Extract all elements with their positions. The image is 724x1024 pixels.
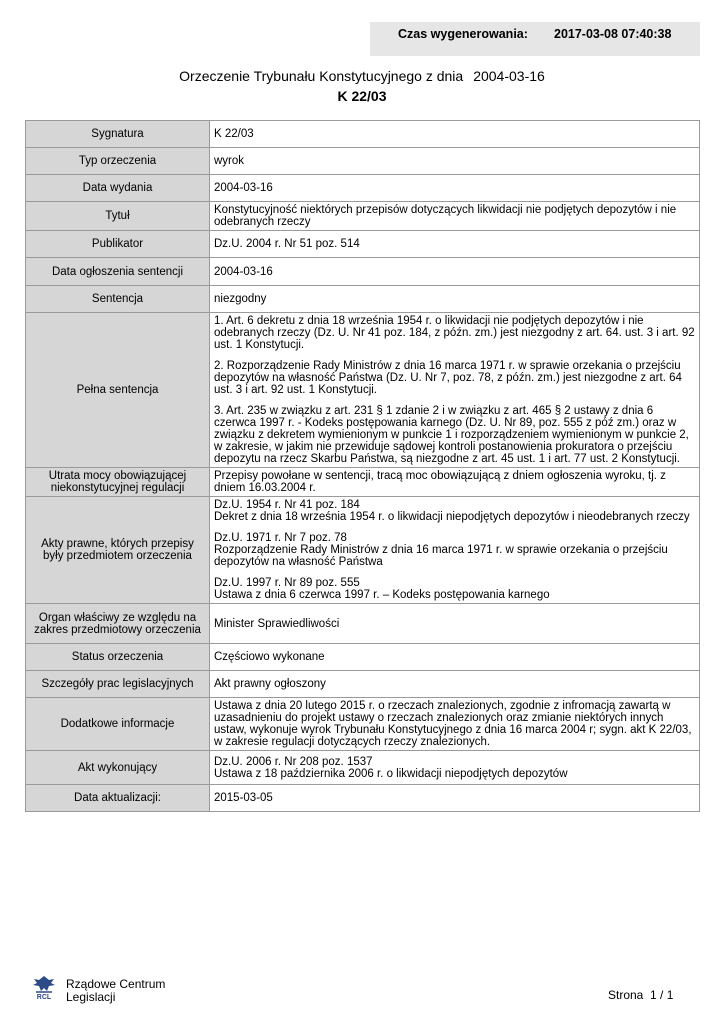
value-typ: wyrok xyxy=(210,148,700,175)
akt-desc: Ustawa z dnia 6 czerwca 1997 r. – Kodeks postępowania karnego xyxy=(214,589,550,601)
row-dodatkowe xyxy=(26,698,700,751)
logo-text: RCL xyxy=(36,994,52,1001)
label-szczegoly: Szczegóły prac legislacyjnych xyxy=(26,671,210,698)
value-dodatkowe: Ustawa z dnia 20 lutego 2015 r. o rzeczach znalezionych, zgodnie z infromacją zawartą w uzasadnieniu do projekt ustawy o rzeczach znalezionych oraz zmianie niektórych innych ustaw, wykonuje wyrok Trybunału Konstytucyjnego z dnia 16 marca 2004 r; sygn. akt K 22/03, w zakresie regulacji dotyczących rzeczy znalezionych. xyxy=(210,698,700,751)
row-sentencja xyxy=(26,286,700,313)
row-data-ogloszenia xyxy=(26,258,700,286)
label-sentencja: Sentencja xyxy=(26,286,210,313)
label-utrata-mocy-line1: Utrata mocy obowiązującej xyxy=(48,470,187,482)
akt-wykonujacy-desc: Ustawa z 18 października 2006 r. o likwidacji niepodjętych depozytów xyxy=(214,767,568,780)
footer-org-line1: Rządowe Centrum xyxy=(66,977,166,991)
value-pelna-sentencja xyxy=(210,313,700,468)
generation-time-bar xyxy=(370,22,700,56)
value-akty-prawne xyxy=(210,497,700,604)
akt-desc: Rozporządzenie Rady Ministrów z dnia 16 marca 1971 r. w sprawie orzekania o przejściu depozytów na własność Państwa xyxy=(214,544,668,568)
ruling-details-table xyxy=(25,120,700,812)
footer-org-line2: Legislacji xyxy=(66,990,116,1004)
value-publikator: Dz.U. 2004 r. Nr 51 poz. 514 xyxy=(210,231,700,258)
sentencja-point-1: 1. Art. 6 dekretu z dnia 18 września 1954 r. o likwidacji nie podjętych depozytów i nie odebranych rzeczy (Dz. U. Nr 41 poz. 184, z późn. zm.) jest niezgodny z art. 64. ust. 3 i art. 92 ust. 1 Konstytucji. xyxy=(214,315,695,351)
value-status: Częściowo wykonane xyxy=(210,644,700,671)
row-utrata-mocy xyxy=(26,468,700,497)
label-data-aktualizacji: Data aktualizacji: xyxy=(26,785,210,812)
row-sygnatura xyxy=(26,121,700,148)
value-sygnatura: K 22/03 xyxy=(210,121,700,148)
value-organ: Minister Sprawiedliwości xyxy=(210,604,700,644)
akt-ref: Dz.U. 1954 r. Nr 41 poz. 184 xyxy=(214,499,360,511)
label-akt-wykonujacy: Akt wykonujący xyxy=(26,751,210,785)
label-utrata-mocy xyxy=(26,468,210,497)
sentencja-point-3: 3. Art. 235 w związku z art. 231 § 1 zdanie 2 i w związku z art. 465 § 2 ustawy z dnia 6 czerwca 1997 r. - Kodeks postępowania karnego (Dz. U. Nr 89, poz. 555 z póź zm.) oraz w związku z dekretem wymienionym w punkcie 1 i rozporządzeniem wymienionym w punkcie 2, w zakresie, w jakim nie przewiduje sądowej kontroli postanowienia prokuratora o przejściu depozytu na rzecz Skarbu Państwa, są niezgodne z art. 45 ust. 1 i art. 77 ust. 2 Konstytucji. xyxy=(214,405,689,465)
title-text: Orzeczenie Trybunału Konstytucyjnego z dnia xyxy=(179,68,464,84)
akt-desc: Dekret z dnia 18 września 1954 r. o likwidacji niepodjętych depozytów i nieodebranych rzeczy xyxy=(214,511,690,523)
value-data-wydania: 2004-03-16 xyxy=(210,175,700,202)
signature-heading: K 22/03 xyxy=(337,88,387,104)
row-tytul xyxy=(26,202,700,231)
value-akt-wykonujacy xyxy=(210,751,700,785)
row-data-wydania xyxy=(26,175,700,202)
label-sygnatura: Sygnatura xyxy=(26,121,210,148)
label-tytul: Tytuł xyxy=(26,202,210,231)
row-typ xyxy=(26,148,700,175)
label-akty-prawne: Akty prawne, których przepisy były przedmiotem orzeczenia xyxy=(26,497,210,604)
generated-label: Czas wygenerowania: xyxy=(398,27,528,41)
row-akt-wykonujacy xyxy=(26,751,700,785)
label-data-ogloszenia: Data ogłoszenia sentencji xyxy=(26,258,210,286)
generated-value: 2017-03-08 07:40:38 xyxy=(554,27,672,41)
value-data-ogloszenia: 2004-03-16 xyxy=(210,258,700,286)
label-pelna-sentencja: Pełna sentencja xyxy=(26,313,210,468)
row-szczegoly xyxy=(26,671,700,698)
akt-item xyxy=(214,499,695,523)
page-title xyxy=(0,68,724,84)
title-date: 2004-03-16 xyxy=(473,68,545,84)
value-szczegoly: Akt prawny ogłoszony xyxy=(210,671,700,698)
footer-organization xyxy=(66,978,165,1004)
value-utrata-mocy: Przepisy powołane w sentencji, tracą moc obowiązującą z dniem ogłoszenia wyroku, tj. z dniem 16.03.2004 r. xyxy=(210,468,700,497)
akt-item xyxy=(214,577,695,601)
page-value: 1 / 1 xyxy=(650,988,674,1002)
akt-item xyxy=(214,532,695,568)
value-data-aktualizacji: 2015-03-05 xyxy=(210,785,700,812)
label-publikator: Publikator xyxy=(26,231,210,258)
rcl-eagle-logo-icon xyxy=(30,974,58,1004)
label-dodatkowe: Dodatkowe informacje xyxy=(26,698,210,751)
row-publikator xyxy=(26,231,700,258)
label-organ: Organ właściwy ze względu na zakres przedmiotowy orzeczenia xyxy=(26,604,210,644)
label-utrata-mocy-line2: niekonstytucyjnej regulacji xyxy=(50,482,185,494)
row-pelna-sentencja xyxy=(26,313,700,468)
label-data-wydania: Data wydania xyxy=(26,175,210,202)
label-status: Status orzeczenia xyxy=(26,644,210,671)
akt-ref: Dz.U. 1971 r. Nr 7 poz. 78 xyxy=(214,532,347,544)
row-akty-prawne xyxy=(26,497,700,604)
row-data-aktualizacji xyxy=(26,785,700,812)
row-organ xyxy=(26,604,700,644)
page-number xyxy=(608,988,673,1002)
sentencja-point-2: 2. Rozporządzenie Rady Ministrów z dnia 16 marca 1971 r. w sprawie orzekania o przejściu depozytów na własność Państwa (Dz. U. Nr 7, poz. 78, z późn. zm.) jest niezgodne z art. 64 ust. 3 i art. 92 ust. 1 Konstytucji. xyxy=(214,360,682,396)
akt-ref: Dz.U. 1997 r. Nr 89 poz. 555 xyxy=(214,577,360,589)
page-label: Strona xyxy=(608,988,644,1002)
label-typ: Typ orzeczenia xyxy=(26,148,210,175)
value-sentencja: niezgodny xyxy=(210,286,700,313)
value-tytul: Konstytucyjność niektórych przepisów dotyczących likwidacji nie podjętych depozytów i nie odebranych rzeczy xyxy=(210,202,700,231)
row-status xyxy=(26,644,700,671)
akt-wykonujacy-ref: Dz.U. 2006 r. Nr 208 poz. 1537 xyxy=(214,755,373,768)
